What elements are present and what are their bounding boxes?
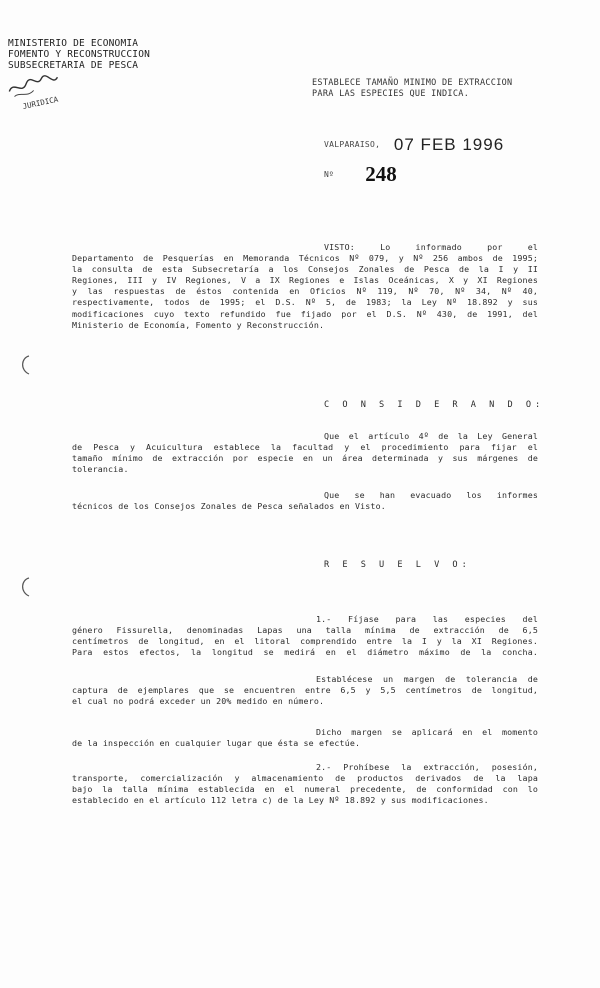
- letterhead-line-fomento: FOMENTO Y RECONSTRUCCION: [8, 49, 151, 60]
- subject-line-1: ESTABLECE TAMAÑO MINIMO DE EXTRACCION: [312, 78, 513, 88]
- considerando-line: de Pesca y Acuicultura establece la facultad y el procedimiento para fijar el: [72, 442, 538, 453]
- resolution-number-line: [324, 162, 397, 187]
- considerando-paragraph-2: [72, 490, 538, 512]
- visto-line: y las respuestas de éstos contenida en Oficios Nº 119, Nº 70, Nº 34, Nº 40,: [72, 286, 538, 297]
- punch-hole-mark: [18, 576, 32, 598]
- visto-line: respectivamente, todos de 1995; el D.S. Nº 5, de 1983; la Ley Nº 18.892 y sus: [72, 297, 538, 308]
- letterhead-line-subsecretaria: SUBSECRETARIA DE PESCA: [8, 60, 139, 71]
- visto-line: Ministerio de Economía, Fomento y Reconstrucción.: [72, 319, 325, 330]
- margin-paragraph: [72, 727, 538, 749]
- margin-line: de la inspección en cualquier lugar que ésta se efectúe.: [72, 738, 361, 749]
- article-2-line: establecido en el artículo 112 letra c) de la Ley Nº 18.892 y sus modificaciones.: [72, 795, 489, 806]
- visto-line: VISTO: Lo informado por el: [324, 242, 538, 252]
- visto-line: Regiones, III y IV Regiones, V a IX Regiones e Islas Oceánicas, X y XI Regiones: [72, 275, 538, 286]
- margin-line: Dicho margen se aplicará en el momento: [316, 727, 538, 737]
- visto-line: modificaciones cuyo texto refundido fue fijado por el D.S. Nº 430, de 1991, del: [72, 308, 538, 319]
- tolerance-line: Establécese un margen de tolerancia de: [316, 674, 538, 684]
- number-label: Nº: [324, 170, 334, 179]
- resuelvo-article-2: [72, 762, 538, 806]
- considerando-line: tolerancia.: [72, 464, 129, 475]
- article-2-line: bajo la talla mínima establecida en el numeral precedente, de conformidad con lo: [72, 784, 538, 795]
- considerando-paragraph-1: [72, 431, 538, 475]
- document-subject: [312, 78, 512, 100]
- visto-line: la consulta de esta Subsecretaría a los Consejos Zonales de Pesca de la I y II: [72, 264, 538, 275]
- place-label: VALPARAISO,: [324, 140, 381, 149]
- place-date-line: [324, 134, 504, 155]
- visto-section: [72, 242, 538, 331]
- punch-hole-mark: [18, 354, 32, 376]
- stamped-date: 07 FEB 1996: [393, 134, 505, 154]
- article-2-line: transporte, comercialización y almacenamiento de productos derivados de la lapa: [72, 773, 538, 784]
- article-1-line: 1.- Fíjase para las especies del: [316, 614, 538, 624]
- tolerance-line: captura de ejemplares que se encuentren entre 6,5 y 5,5 centímetros de longitud,: [72, 685, 538, 696]
- article-1-line: género Fissurella, denominadas Lapas una talla mínima de extracción de 6,5: [72, 625, 538, 636]
- letterhead: [8, 38, 150, 71]
- letterhead-line-ministry: MINISTERIO DE ECONOMIA: [8, 38, 139, 49]
- juridica-stamp: [2, 64, 70, 120]
- considerando-line: Que se han evacuado los informes: [324, 490, 538, 500]
- resuelvo-article-1: [72, 614, 538, 658]
- resolution-number: 248: [365, 162, 397, 186]
- article-1-line: centímetros de longitud, en el litoral comprendido entre la I y la XI Regiones.: [72, 636, 538, 647]
- resuelvo-heading: R E S U E L V O:: [324, 560, 471, 570]
- stamp-signature-icon: [2, 64, 70, 120]
- visto-line: Departamento de Pesquerías en Memoranda Técnicos Nº 079, y Nº 256 ambos de 1995;: [72, 253, 538, 264]
- stamp-text: JURIDICA: [21, 94, 60, 111]
- article-2-line: 2.- Prohíbese la extracción, posesión,: [316, 762, 538, 772]
- considerando-line: tamaño mínimo de extracción por especie en un área determinada y sus márgenes de: [72, 453, 538, 464]
- tolerance-line: el cual no podrá exceder un 20% medido en número.: [72, 696, 325, 707]
- considerando-heading: C O N S I D E R A N D O:: [324, 400, 545, 410]
- considerando-line: Que el artículo 4º de la Ley General: [324, 431, 538, 441]
- subject-line-2: PARA LAS ESPECIES QUE INDICA.: [312, 89, 470, 99]
- tolerance-paragraph: [72, 674, 538, 707]
- article-1-line: Para estos efectos, la longitud se medirá en el diámetro máximo de la concha.: [72, 647, 538, 658]
- considerando-line: técnicos de los Consejos Zonales de Pesca señalados en Visto.: [72, 501, 386, 512]
